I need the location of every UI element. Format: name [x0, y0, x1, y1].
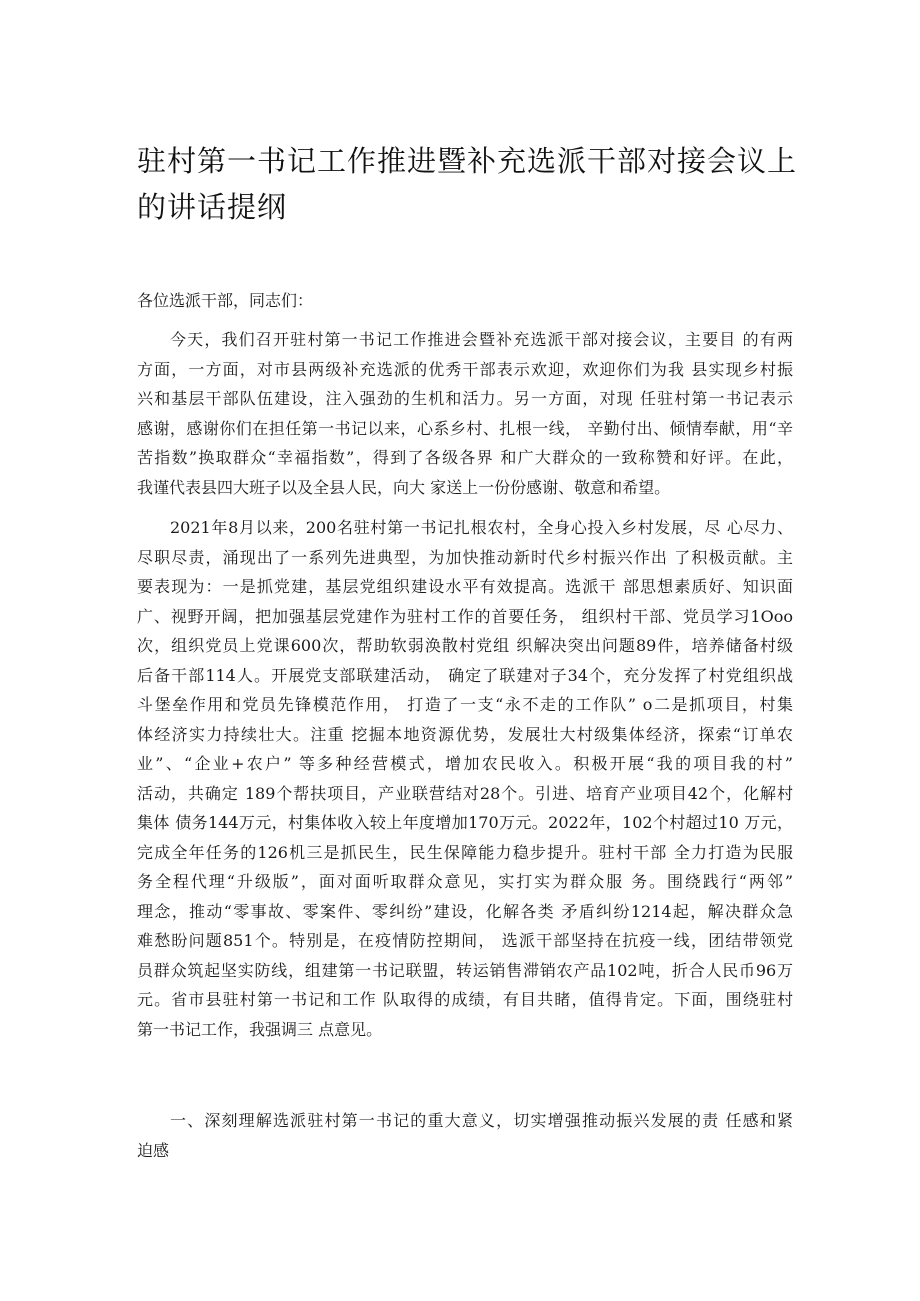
paragraph-line: 第一书记工作，我强调三 点意见。 [137, 1019, 383, 1039]
title-line: 的讲话提纲 [137, 190, 288, 224]
paragraph-line: 务全程代理“升级版”，面对面听取群众意见，实打实为群众服 务。围绕践行“两邻” [137, 872, 793, 891]
paragraph-line: 苦指数”换取群众“幸福指数”，得到了各级各界 和广大群众的一致称赞和好评。在此， [137, 448, 793, 467]
section-heading-1 [137, 1106, 793, 1166]
paragraph-line: 元。省市县驻村第一书记和工作 队取得的成绩，有目共睹，值得肯定。下面，围绕驻村 [137, 990, 793, 1009]
paragraph-line: 要表现为：一是抓党建，基层党组织建设水平有效提高。选派干 部思想素质好、知识面 [137, 577, 793, 596]
paragraph-line: 体经济实力持续壮大。注重 挖掘本地资源优势，发展壮大村级集体经济，探索“订单农 [137, 724, 793, 744]
paragraph-line: 感谢，感谢你们在担任第一书记以来，心系乡村、扎根一线， 辛勤付出、倾情奉献，用“辛 [137, 418, 793, 438]
document-title [137, 138, 797, 230]
paragraph-line: 斗堡垒作用和党员先锋模范作用， 打造了一支“永不走的工作队” o二是抓项目，村集 [137, 695, 793, 714]
paragraph-line: 2021年8月以来，200名驻村第一书记扎根农村，全身心投入乡村发展，尽 心尽力、 [170, 518, 793, 537]
paragraph-line: 后备干部114人。开展党支部联建活动， 确定了联建对子34个，充分发挥了村党组织战 [137, 665, 793, 685]
paragraph-line: 兴和基层干部队伍建设，注入强劲的生机和活力。另一方面，对现 任驻村第一书记表示 [137, 389, 793, 408]
paragraph-opening [137, 325, 793, 502]
paragraph-line: 次，组织党员上党课600次，帮助软弱涣散村党组 织解决突出问题89件，培养储备村级 [137, 636, 793, 655]
paragraph-line: 集体 债务144万元，村集体收入较上年度增加170万元。2022年，102个村超过10 万元， [137, 813, 793, 832]
paragraph-line: 业”、“企业+农户” 等多种经营模式，增加农民收入。积极开展“我的项目我的村” [137, 754, 793, 773]
salutation: 各位选派干部，同志们： [137, 291, 314, 310]
paragraph-line: 广、视野开阔，把加强基层党建作为驻村工作的首要任务， 组织村干部、党员学习1Ooo [137, 606, 793, 626]
paragraph-line: 我谨代表县四大班子以及全县人民，向大 家送上一份份感谢、敬意和希望。 [137, 477, 671, 497]
paragraph-line: 活动，共确定 189个帮扶项目，产业联营结对28个。引进、培育产业项目42个，化解村 [137, 783, 793, 803]
paragraph-line: 完成全年任务的126机三是抓民生，民生保障能力稳步提升。驻村干部 全力打造为民服 [137, 842, 793, 862]
paragraph-achievements [137, 513, 793, 1044]
paragraph-line: 尽职尽责，涌现出了一系列先进典型，为加快推动新时代乡村振兴作出 了积极贡献。主 [137, 547, 793, 567]
paragraph-line: 理念，推动“零事故、零案件、零纠纷”建设，化解各类 矛盾纠纷1214起，解决群众急 [137, 901, 793, 921]
heading-line: 迫感 [137, 1141, 170, 1160]
paragraph-line: 员群众筑起坚实防线，组建第一书记联盟，转运销售滞销农产品102吨，折合人民币96万 [137, 960, 793, 980]
title-line: 驻村第一书记工作推进暨补充选派干部对接会议上 [137, 144, 798, 178]
paragraph-line: 今天，我们召开驻村第一书记工作推进会暨补充选派干部对接会议，主要目 的有两 [170, 330, 793, 349]
paragraph-line: 难愁盼问题851个。特别是，在疫情防控期间， 选派干部坚持在抗疫一线，团结带领党 [137, 931, 793, 950]
paragraph-line: 方面，一方面，对市县两级补充选派的优秀干部表示欢迎，欢迎你们为我 县实现乡村振 [137, 359, 793, 379]
heading-line: 一、深刻理解选派驻村第一书记的重大意义，切实增强推动振兴发展的责 任感和紧 [170, 1111, 793, 1130]
